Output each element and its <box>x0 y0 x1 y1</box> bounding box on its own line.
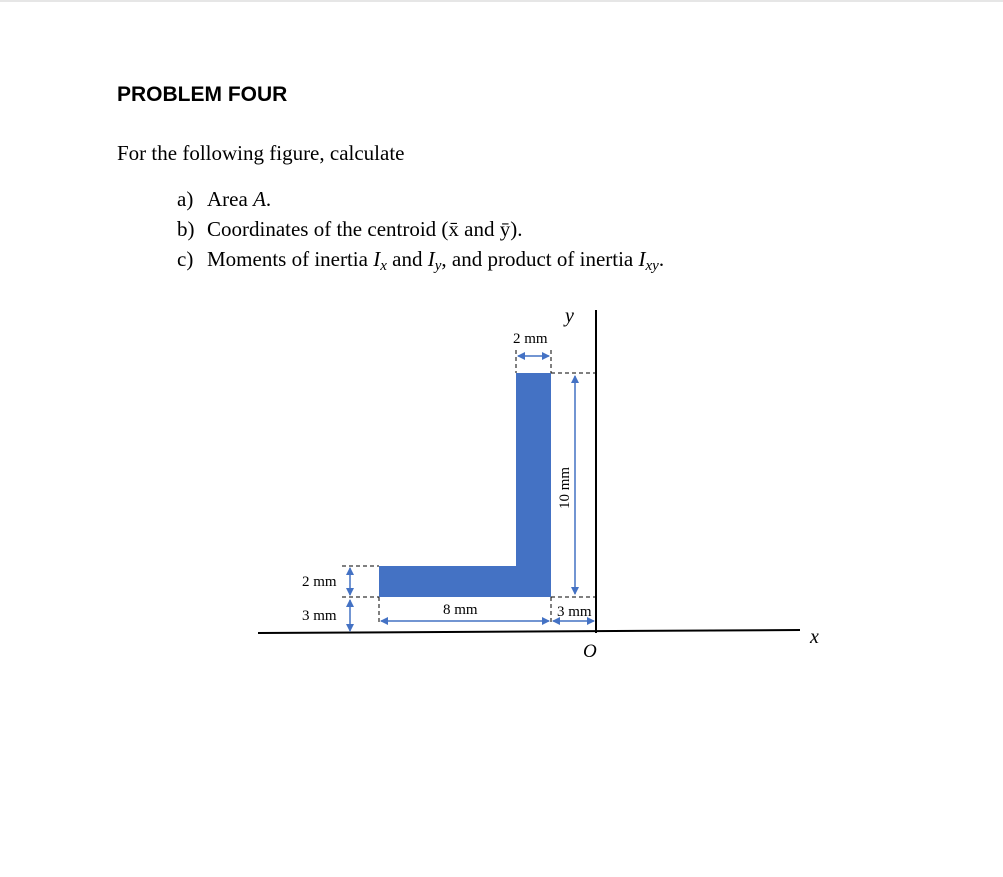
question-label: a) <box>177 187 194 211</box>
iy-subscript: y <box>434 258 442 274</box>
ix-variable: I <box>373 247 381 271</box>
question-a <box>177 184 664 214</box>
origin-label: O <box>583 641 597 662</box>
dim-height-label: 10 mm <box>557 466 573 509</box>
ixy-subscript: xy <box>645 258 659 274</box>
question-b <box>177 214 664 244</box>
dim-length-label: 8 mm <box>443 602 478 618</box>
dim-top-width-label: 2 mm <box>513 331 548 347</box>
x-axis <box>258 630 800 633</box>
question-label: c) <box>177 247 194 271</box>
question-label: b) <box>177 217 195 241</box>
question-text: Coordinates of the centroid (x̄ and ȳ). <box>207 217 523 241</box>
question-text: , and product of inertia <box>441 247 639 271</box>
dim-offset-y-label: 3 mm <box>302 608 337 624</box>
l-section-figure <box>0 300 1003 680</box>
question-text: Area <box>207 187 254 211</box>
question-text-end: . <box>265 187 272 211</box>
question-text: and <box>386 247 428 271</box>
page-top-rule <box>0 0 1003 2</box>
question-c <box>177 244 664 274</box>
y-axis-label: y <box>565 305 574 327</box>
iy-variable: I <box>427 247 435 271</box>
area-variable: A <box>253 187 266 211</box>
problem-heading: PROBLEM FOUR <box>117 83 288 106</box>
dim-offset-x-label: 3 mm <box>557 604 592 620</box>
question-text: Moments of inertia <box>207 247 374 271</box>
question-list <box>177 184 664 274</box>
ixy-variable: I <box>638 247 646 271</box>
question-text-end: . <box>658 247 665 271</box>
dim-flange-thickness-label: 2 mm <box>302 574 337 590</box>
x-axis-label: x <box>810 626 819 648</box>
problem-intro: For the following figure, calculate <box>117 141 405 165</box>
ix-subscript: x <box>380 258 387 274</box>
l-shape <box>379 373 551 597</box>
